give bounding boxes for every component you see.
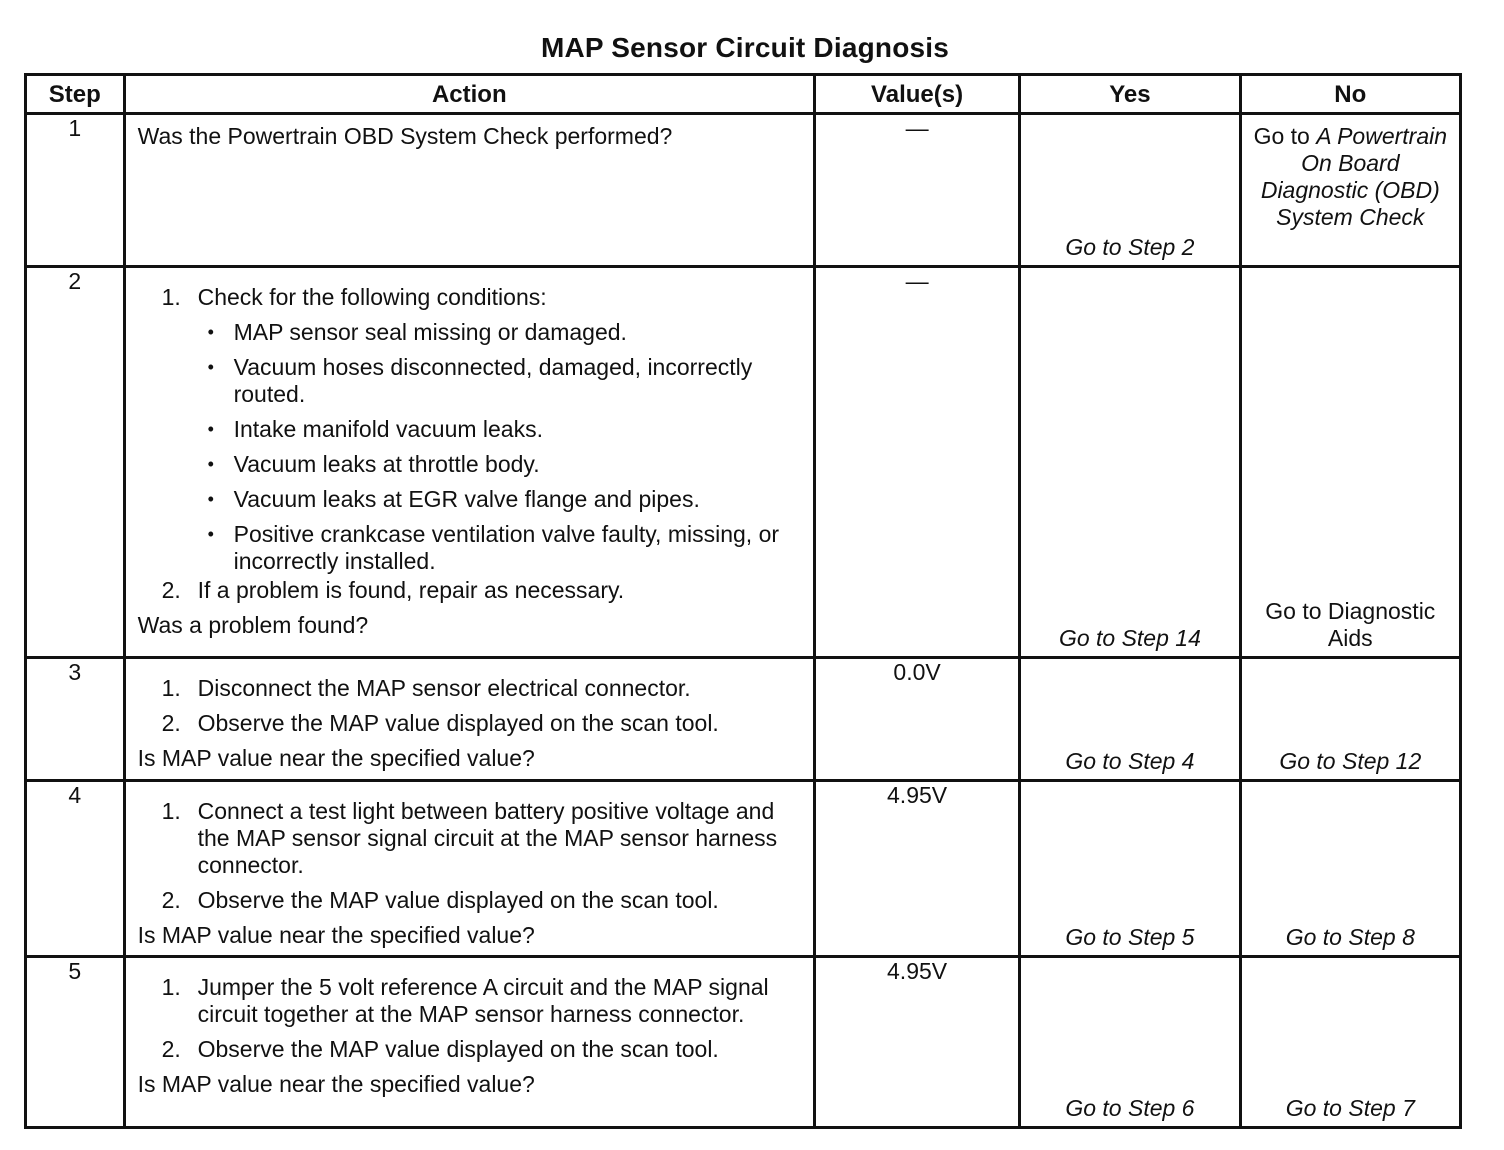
step-item-text: Observe the MAP value displayed on the scan tool. (197, 1036, 719, 1062)
action-cell (124, 957, 814, 1128)
action-cell (124, 781, 814, 957)
no-link-target: A Powertrain On Board Diagnostic (OBD) System Check (1260, 123, 1448, 230)
table-row (26, 957, 1461, 1128)
no-link[interactable]: Go to Step 12 (1279, 748, 1422, 774)
step-item-number: 2. (161, 887, 181, 913)
step-number: 5 (26, 957, 125, 1128)
no-link[interactable]: Go to Step 7 (1285, 1095, 1415, 1121)
step-item-text: Check for the following conditions: (197, 284, 547, 310)
bullet-icon: • (207, 357, 214, 377)
no-cell (1240, 781, 1460, 957)
header-no: No (1240, 75, 1460, 114)
step-number: 2 (26, 267, 125, 658)
action-step (138, 974, 803, 1028)
step-item-text: Connect a test light between battery positive voltage and the MAP sensor signal circuit at the MAP sensor harness connector. (197, 798, 778, 878)
value-cell: — (814, 114, 1019, 267)
bullet-icon: • (207, 322, 214, 342)
no-link-prefix: Go to (1253, 123, 1317, 149)
step-number: 1 (26, 114, 125, 267)
step-item-number: 1. (161, 798, 181, 824)
step-item-text: If a problem is found, repair as necessary. (197, 577, 625, 603)
question-text: Was a problem found? (137, 612, 369, 638)
condition-item: • Vacuum hoses disconnected, damaged, incorrectly routed. (207, 354, 753, 407)
table-row (26, 658, 1461, 781)
yes-cell (1020, 114, 1240, 267)
no-cell (1240, 658, 1460, 781)
question-text: Is MAP value near the specified value? (137, 745, 535, 771)
action-step (138, 284, 803, 575)
action-step (138, 577, 803, 604)
condition-item: • Vacuum leaks at throttle body. (207, 451, 540, 477)
question-text: Was the Powertrain OBD System Check performed? (137, 123, 673, 149)
action-step (138, 887, 803, 914)
yes-cell (1020, 267, 1240, 658)
table-header-row (26, 75, 1461, 114)
bullet-icon: • (207, 419, 214, 439)
diagnosis-table (24, 73, 1462, 1129)
step-item-text: Jumper the 5 volt reference A circuit and the MAP signal circuit together at the MAP sensor harness connector. (197, 974, 769, 1027)
table-row (26, 114, 1461, 267)
value-cell: 0.0V (814, 658, 1019, 781)
step-item-number: 2. (161, 1036, 181, 1062)
table-row (26, 267, 1461, 658)
step-item-text: Disconnect the MAP sensor electrical connector. (197, 675, 691, 701)
yes-link[interactable]: Go to Step 5 (1065, 924, 1195, 950)
step-item-number: 2. (161, 710, 181, 736)
yes-link[interactable]: Go to Step 4 (1065, 748, 1195, 774)
no-cell (1240, 267, 1460, 658)
condition-item: • Vacuum leaks at EGR valve flange and pipes. (207, 486, 700, 512)
yes-cell (1020, 957, 1240, 1128)
step-item-number: 2. (161, 577, 181, 603)
yes-cell (1020, 781, 1240, 957)
question-text: Is MAP value near the specified value? (137, 922, 535, 948)
action-cell (124, 267, 814, 658)
table-row (26, 781, 1461, 957)
action-cell (124, 114, 814, 267)
action-step (138, 710, 803, 737)
bullet-icon: • (207, 524, 214, 544)
condition-item: • MAP sensor seal missing or damaged. (207, 319, 627, 345)
action-steps (138, 974, 803, 1063)
step-item-number: 1. (161, 974, 181, 1000)
step-item-number: 1. (161, 675, 181, 701)
action-steps (138, 798, 803, 914)
condition-item: • Positive crankcase ventilation valve faulty, missing, or incorrectly installed. (207, 521, 780, 574)
yes-cell (1020, 658, 1240, 781)
no-link[interactable]: Go to Step 8 (1285, 924, 1415, 950)
no-cell (1240, 114, 1460, 267)
header-action: Action (124, 75, 814, 114)
step-item-number: 1. (161, 284, 181, 310)
value-cell: — (814, 267, 1019, 658)
yes-link[interactable]: Go to Step 6 (1065, 1095, 1195, 1121)
no-link[interactable]: Go to Diagnostic Aids (1265, 598, 1436, 651)
bullet-icon: • (207, 489, 214, 509)
header-values: Value(s) (814, 75, 1019, 114)
step-number: 3 (26, 658, 125, 781)
condition-item: • Intake manifold vacuum leaks. (207, 416, 543, 442)
action-steps (138, 284, 803, 604)
document-title: MAP Sensor Circuit Diagnosis (540, 32, 950, 63)
yes-link[interactable]: Go to Step 14 (1058, 625, 1201, 651)
header-yes: Yes (1020, 75, 1240, 114)
step-item-text: Observe the MAP value displayed on the scan tool. (197, 710, 719, 736)
condition-list (198, 319, 803, 575)
yes-link[interactable]: Go to Step 2 (1065, 234, 1195, 260)
step-item-text: Observe the MAP value displayed on the scan tool. (197, 887, 719, 913)
no-link[interactable] (1248, 123, 1453, 231)
header-step: Step (26, 75, 125, 114)
question-text: Is MAP value near the specified value? (137, 1071, 535, 1097)
action-step (138, 798, 803, 879)
no-cell (1240, 957, 1460, 1128)
action-step (138, 675, 803, 702)
action-step (138, 1036, 803, 1063)
value-cell: 4.95V (814, 781, 1019, 957)
value-cell: 4.95V (814, 957, 1019, 1128)
step-number: 4 (26, 781, 125, 957)
bullet-icon: • (207, 454, 214, 474)
action-steps (138, 675, 803, 737)
action-cell (124, 658, 814, 781)
